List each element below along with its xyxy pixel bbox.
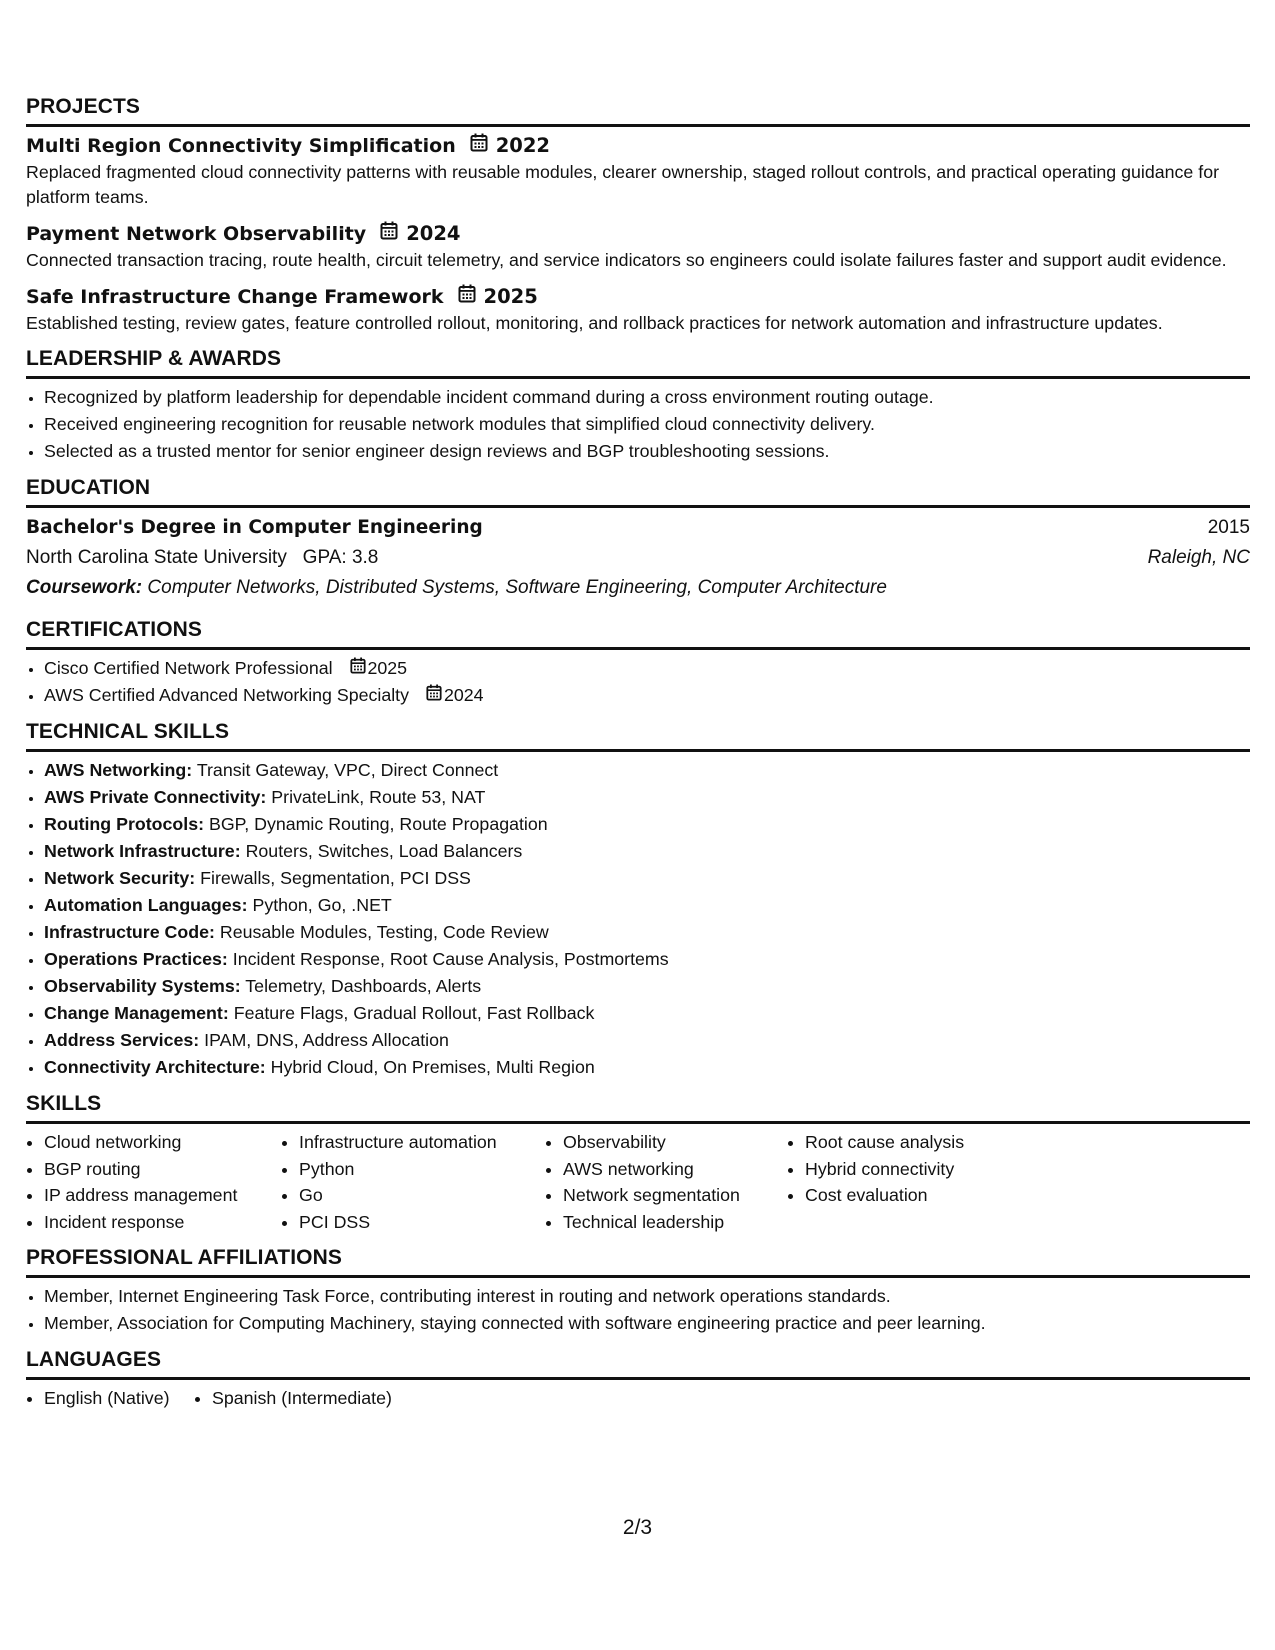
technical-skill-item	[44, 919, 1250, 946]
skill-item: • Technical leadership	[563, 1209, 787, 1236]
project-description: Replaced fragmented cloud connectivity patterns with reusable modules, clearer ownership, staged rollout controls, and practical operating guidance for platform teams.	[26, 162, 1220, 207]
technical-skill-item	[44, 1054, 1250, 1081]
project-name: Payment Network Observability	[26, 223, 367, 245]
project-name: Safe Infrastructure Change Framework	[26, 286, 444, 308]
language-item: • English (Native)	[44, 1385, 194, 1412]
list-item: • Recognized by platform leadership for dependable incident command during a cross environment routing outage.	[44, 384, 1250, 411]
skills-column	[26, 1129, 281, 1235]
leadership-section	[26, 346, 1250, 465]
project-item	[26, 132, 1250, 210]
list-item: • Member, Association for Computing Machinery, staying connected with software engineering practice and peer learning.	[44, 1310, 1250, 1337]
school-location: Raleigh, NC	[1147, 547, 1250, 568]
skill-item: • IP address management	[44, 1182, 281, 1209]
technical-skill-item	[44, 784, 1250, 811]
skill-item: • Infrastructure automation	[299, 1129, 545, 1156]
technical-skill-value: Telemetry, Dashboards, Alerts	[245, 976, 482, 996]
page-number: 2/3	[622, 1516, 653, 1539]
technical-skills-section	[26, 719, 1250, 1081]
technical-skill-label: Address Services:	[44, 1030, 200, 1050]
technical-skill-label: Network Security:	[44, 868, 196, 888]
technical-skill-value: Python, Go, .NET	[252, 895, 392, 915]
technical-skill-item	[44, 865, 1250, 892]
section-title: LANGUAGES	[26, 1347, 1250, 1380]
technical-skill-label: AWS Networking:	[44, 760, 193, 780]
calendar-icon	[470, 132, 488, 160]
technical-skill-label: Automation Languages:	[44, 895, 248, 915]
technical-skill-value: Reusable Modules, Testing, Code Review	[219, 922, 549, 942]
affiliations-section	[26, 1245, 1250, 1337]
technical-skill-label: AWS Private Connectivity:	[44, 787, 267, 807]
list-item: • Selected as a trusted mentor for senior engineer design reviews and BGP troubleshooting sessions.	[44, 438, 1250, 465]
skills-section	[26, 1091, 1250, 1235]
list-item: • Received engineering recognition for reusable network modules that simplified cloud connectivity delivery.	[44, 411, 1250, 438]
technical-skill-value: PrivateLink, Route 53, NAT	[271, 787, 486, 807]
graduation-year: 2015	[1207, 517, 1250, 538]
education-section	[26, 475, 1250, 603]
technical-skill-item	[44, 811, 1250, 838]
technical-skill-value: Firewalls, Segmentation, PCI DSS	[200, 868, 471, 888]
technical-skill-item	[44, 1027, 1250, 1054]
project-year: 2025	[483, 285, 538, 308]
skill-item: • Observability	[563, 1129, 787, 1156]
technical-skill-label: Network Infrastructure:	[44, 841, 241, 861]
skill-item: • Root cause analysis	[805, 1129, 1055, 1156]
coursework	[26, 573, 1250, 603]
skill-item: • Network segmentation	[563, 1182, 787, 1209]
section-title: PROJECTS	[26, 94, 1250, 127]
technical-skill-item	[44, 946, 1250, 973]
coursework-list: Computer Networks, Distributed Systems, Software Engineering, Computer Architecture	[147, 577, 887, 598]
section-title: CERTIFICATIONS	[26, 617, 1250, 650]
technical-skill-item	[44, 1000, 1250, 1027]
project-year: 2024	[406, 222, 461, 245]
section-title: LEADERSHIP & AWARDS	[26, 346, 1250, 379]
project-description: Connected transaction tracing, route health, circuit telemetry, and service indicators so engineers could isolate failures faster and support audit evidence.	[26, 250, 1227, 270]
technical-skill-value: Incident Response, Root Cause Analysis, Postmortems	[232, 949, 669, 969]
skill-item: • Go	[299, 1182, 545, 1209]
language-item: • Spanish (Intermediate)	[212, 1385, 392, 1412]
technical-skill-value: Routers, Switches, Load Balancers	[245, 841, 523, 861]
technical-skill-label: Routing Protocols:	[44, 814, 205, 834]
skills-column	[787, 1129, 1055, 1235]
technical-skill-label: Change Management:	[44, 1003, 229, 1023]
skill-item: • AWS networking	[563, 1156, 787, 1183]
certification-name: AWS Certified Advanced Networking Specialty	[44, 685, 410, 705]
technical-skill-value: Transit Gateway, VPC, Direct Connect	[196, 760, 499, 780]
project-item	[26, 283, 1250, 336]
technical-skill-value: Feature Flags, Gradual Rollout, Fast Rollback	[233, 1003, 595, 1023]
school-name: North Carolina State University	[26, 547, 287, 568]
technical-skill-label: Connectivity Architecture:	[44, 1057, 266, 1077]
section-title: EDUCATION	[26, 475, 1250, 508]
technical-skill-item	[44, 973, 1250, 1000]
languages-section	[26, 1347, 1250, 1412]
project-name: Multi Region Connectivity Simplification	[26, 135, 456, 157]
technical-skill-label: Infrastructure Code:	[44, 922, 215, 942]
project-description: Established testing, review gates, feature controlled rollout, monitoring, and rollback practices for network automation and infrastructure updates.	[26, 313, 1163, 333]
project-year: 2022	[495, 134, 550, 157]
resume-page	[26, 94, 1250, 1422]
gpa: GPA: 3.8	[302, 547, 379, 568]
technical-skill-value: IPAM, DNS, Address Allocation	[204, 1030, 449, 1050]
skills-column	[281, 1129, 545, 1235]
skill-item: • Python	[299, 1156, 545, 1183]
technical-skill-item	[44, 757, 1250, 784]
skill-item: • Hybrid connectivity	[805, 1156, 1055, 1183]
technical-skill-label: Operations Practices:	[44, 949, 228, 969]
certification-year: 2025	[367, 658, 408, 678]
coursework-label: Coursework:	[26, 577, 143, 598]
degree: Bachelor's Degree in Computer Engineering	[26, 517, 483, 538]
projects-section	[26, 94, 1250, 336]
calendar-icon	[350, 655, 366, 682]
section-title: SKILLS	[26, 1091, 1250, 1124]
skill-item: • Cost evaluation	[805, 1182, 1055, 1209]
skill-item: • Cloud networking	[44, 1129, 281, 1156]
technical-skill-value: Hybrid Cloud, On Premises, Multi Region	[270, 1057, 595, 1077]
project-item	[26, 220, 1250, 273]
calendar-icon	[380, 220, 398, 248]
list-item: • Member, Internet Engineering Task Force, contributing interest in routing and network operations standards.	[44, 1283, 1250, 1310]
technical-skill-label: Observability Systems:	[44, 976, 241, 996]
certification-year: 2024	[443, 685, 484, 705]
skill-item: • Incident response	[44, 1209, 281, 1236]
certification-name: Cisco Certified Network Professional	[44, 658, 333, 678]
skill-item: • PCI DSS	[299, 1209, 545, 1236]
technical-skill-item	[44, 892, 1250, 919]
technical-skill-item	[44, 838, 1250, 865]
skills-column	[545, 1129, 787, 1235]
calendar-icon	[458, 283, 476, 311]
technical-skill-value: BGP, Dynamic Routing, Route Propagation	[208, 814, 548, 834]
certifications-section	[26, 617, 1250, 709]
section-title: TECHNICAL SKILLS	[26, 719, 1250, 752]
calendar-icon	[426, 682, 442, 709]
skill-item: • BGP routing	[44, 1156, 281, 1183]
section-title: PROFESSIONAL AFFILIATIONS	[26, 1245, 1250, 1278]
certification-item	[44, 655, 1250, 682]
certification-item	[44, 682, 1250, 709]
